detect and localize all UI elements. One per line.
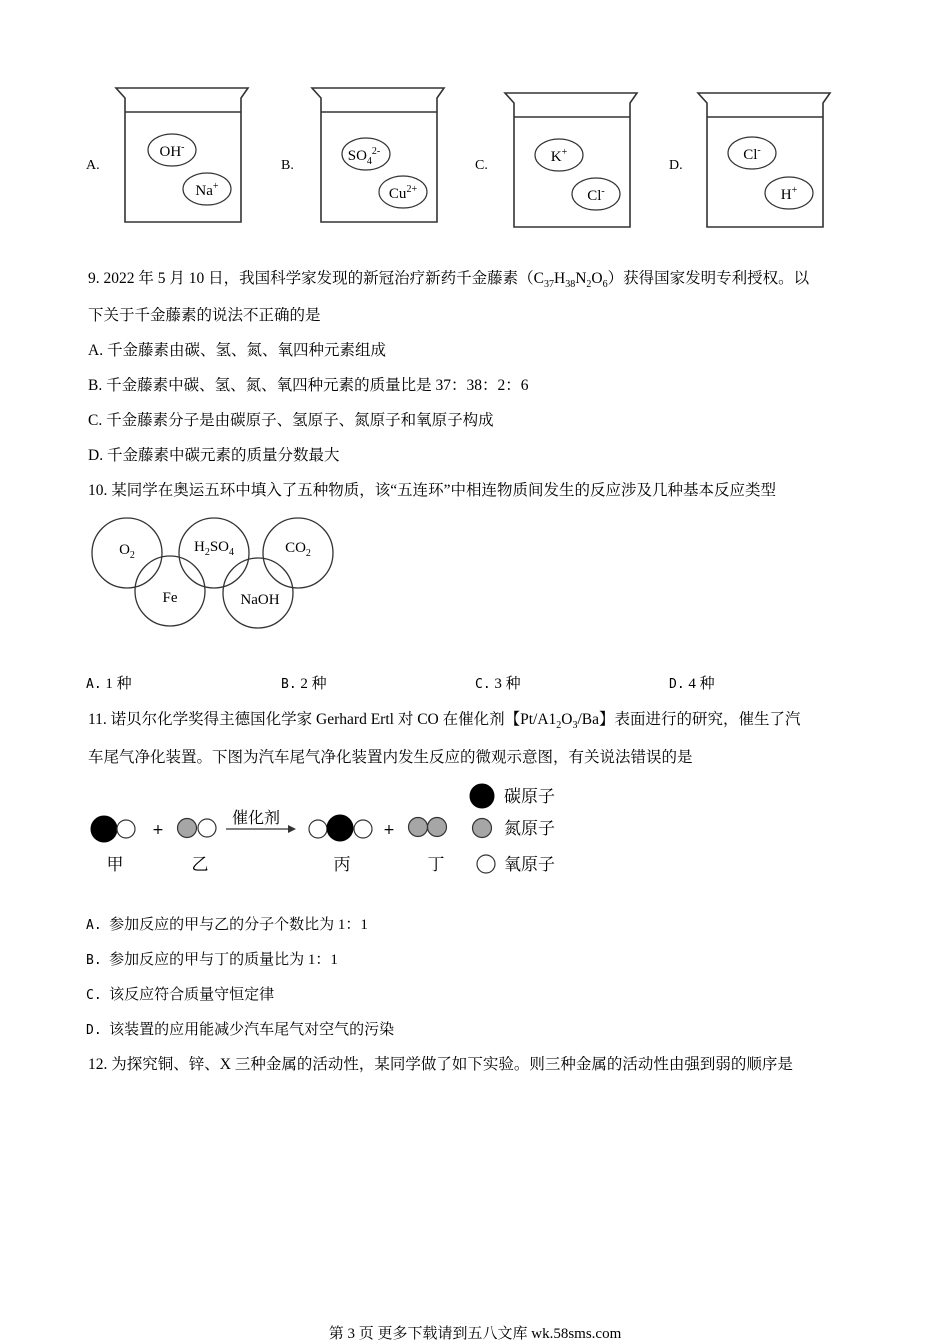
beaker-c (501, 91, 641, 233)
beaker-a (112, 86, 252, 228)
q11-option-d: D. 该装置的应用能减少汽车尾气对空气的污染 (86, 1022, 395, 1038)
olympic-rings-diagram (88, 515, 340, 633)
legend-oxygen-icon (477, 855, 495, 873)
catalyst-label: 催化剂 (231, 808, 281, 827)
q8-option-b-label: B. (281, 158, 294, 173)
q11-option-c: C. 该反应符合质量守恒定律 (86, 987, 275, 1003)
q8-option-d-label: D. (669, 158, 683, 173)
ring-fe: Fe (162, 590, 178, 606)
legend-carbon-icon (470, 784, 494, 808)
q9-option-c: C. 千金藤素分子是由碳原子、氢原子、氮原子和氧原子构成 (88, 412, 494, 429)
q11-stem-line2: 车尾气净化装置。下图为汽车尾气净化装置内发生反应的微观示意图，有关说法错误的是 (88, 749, 693, 766)
ion-cl: Cl- (743, 145, 761, 163)
legend-nitrogen-icon (473, 819, 492, 838)
ring-o2: $O_2$ (119, 542, 135, 561)
legend-nitrogen: 氮原子 (504, 819, 555, 839)
ion-h: H+ (780, 185, 798, 203)
q10-stem: 10. 某同学在奥运五环中填入了五种物质，该“五连环”中相连物质间发生的反应涉及几种基本反应类型 (88, 482, 777, 499)
ring-h2so4: $H_2SO_4$ (193, 539, 235, 558)
page-footer: 第 3 页 更多下载请到五八文库 wk.58sms.com (328, 1326, 622, 1342)
q10-option-d: D. 4 种 (669, 676, 715, 692)
beaker-b (308, 86, 448, 228)
ion-na: Na+ (195, 181, 219, 199)
ion-cu: $Cu^{2+}$ (388, 184, 418, 202)
q9-option-b: B. 千金藤素中碳、氢、氮、氧四种元素的质量比是 37：38：2：6 (88, 377, 529, 394)
ring-naoh: NaOH (240, 592, 280, 608)
ion-cl: Cl- (587, 186, 605, 204)
label-jia: 甲 (106, 855, 124, 875)
q8-option-c-label: C. (475, 158, 488, 173)
q12-stem: 12. 为探究铜、锌、X 三种金属的活动性，某同学做了如下实验。则三种金属的活动性由强到弱的顺序是 (88, 1056, 793, 1073)
q10-option-c: C. 3 种 (475, 676, 521, 692)
beaker-d (694, 91, 834, 233)
q10-option-b: B. 2 种 (281, 676, 327, 692)
plus-sign: + (383, 822, 395, 838)
ion-k: K+ (550, 147, 568, 165)
formula-qianjintengsu: $C_{37}H_{38}N_2O_6$ (533, 270, 608, 291)
q8-option-a-label: A. (86, 158, 100, 173)
label-bing: 丙 (333, 855, 351, 875)
q11-option-b: B. 参加反应的甲与丁的质量比为 1：1 (86, 952, 338, 968)
q9-option-a: A. 千金藤素由碳、氢、氮、氧四种元素组成 (88, 342, 386, 359)
legend-carbon: 碳原子 (504, 787, 555, 807)
q9-stem-line1: 9. 2022 年 5 月 10 日，我国科学家发现的新冠治疗新药千金藤素$(C_{37}H_{38}N_2O_6)$获得国家发明专利授权。以 (88, 270, 810, 291)
label-yi: 乙 (191, 855, 209, 875)
ion-oh: OH- (159, 142, 185, 160)
reaction-micro-diagram (86, 778, 566, 880)
legend-oxygen: 氧原子 (504, 855, 555, 875)
plus-sign: + (152, 822, 164, 838)
ion-so4: $SO_4^{2-}$ (347, 146, 381, 167)
q11-stem-line1: 11. 诺贝尔化学奖得主德国化学家 Gerhard Ertl 对 CO 在催化剂【$Pt/A1_2O_3/Ba$】表面进行的研究，催生了汽 (88, 711, 801, 732)
label-ding: 丁 (427, 855, 445, 875)
q9-stem-line2: 下关于千金藤素的说法不正确的是 (88, 307, 321, 324)
q9-option-d: D. 千金藤素中碳元素的质量分数最大 (88, 447, 340, 464)
q11-option-a: A. 参加反应的甲与乙的分子个数比为 1：1 (86, 917, 368, 933)
q10-option-a: A. 1 种 (86, 676, 132, 692)
ring-co2: $CO_2$ (285, 540, 311, 559)
